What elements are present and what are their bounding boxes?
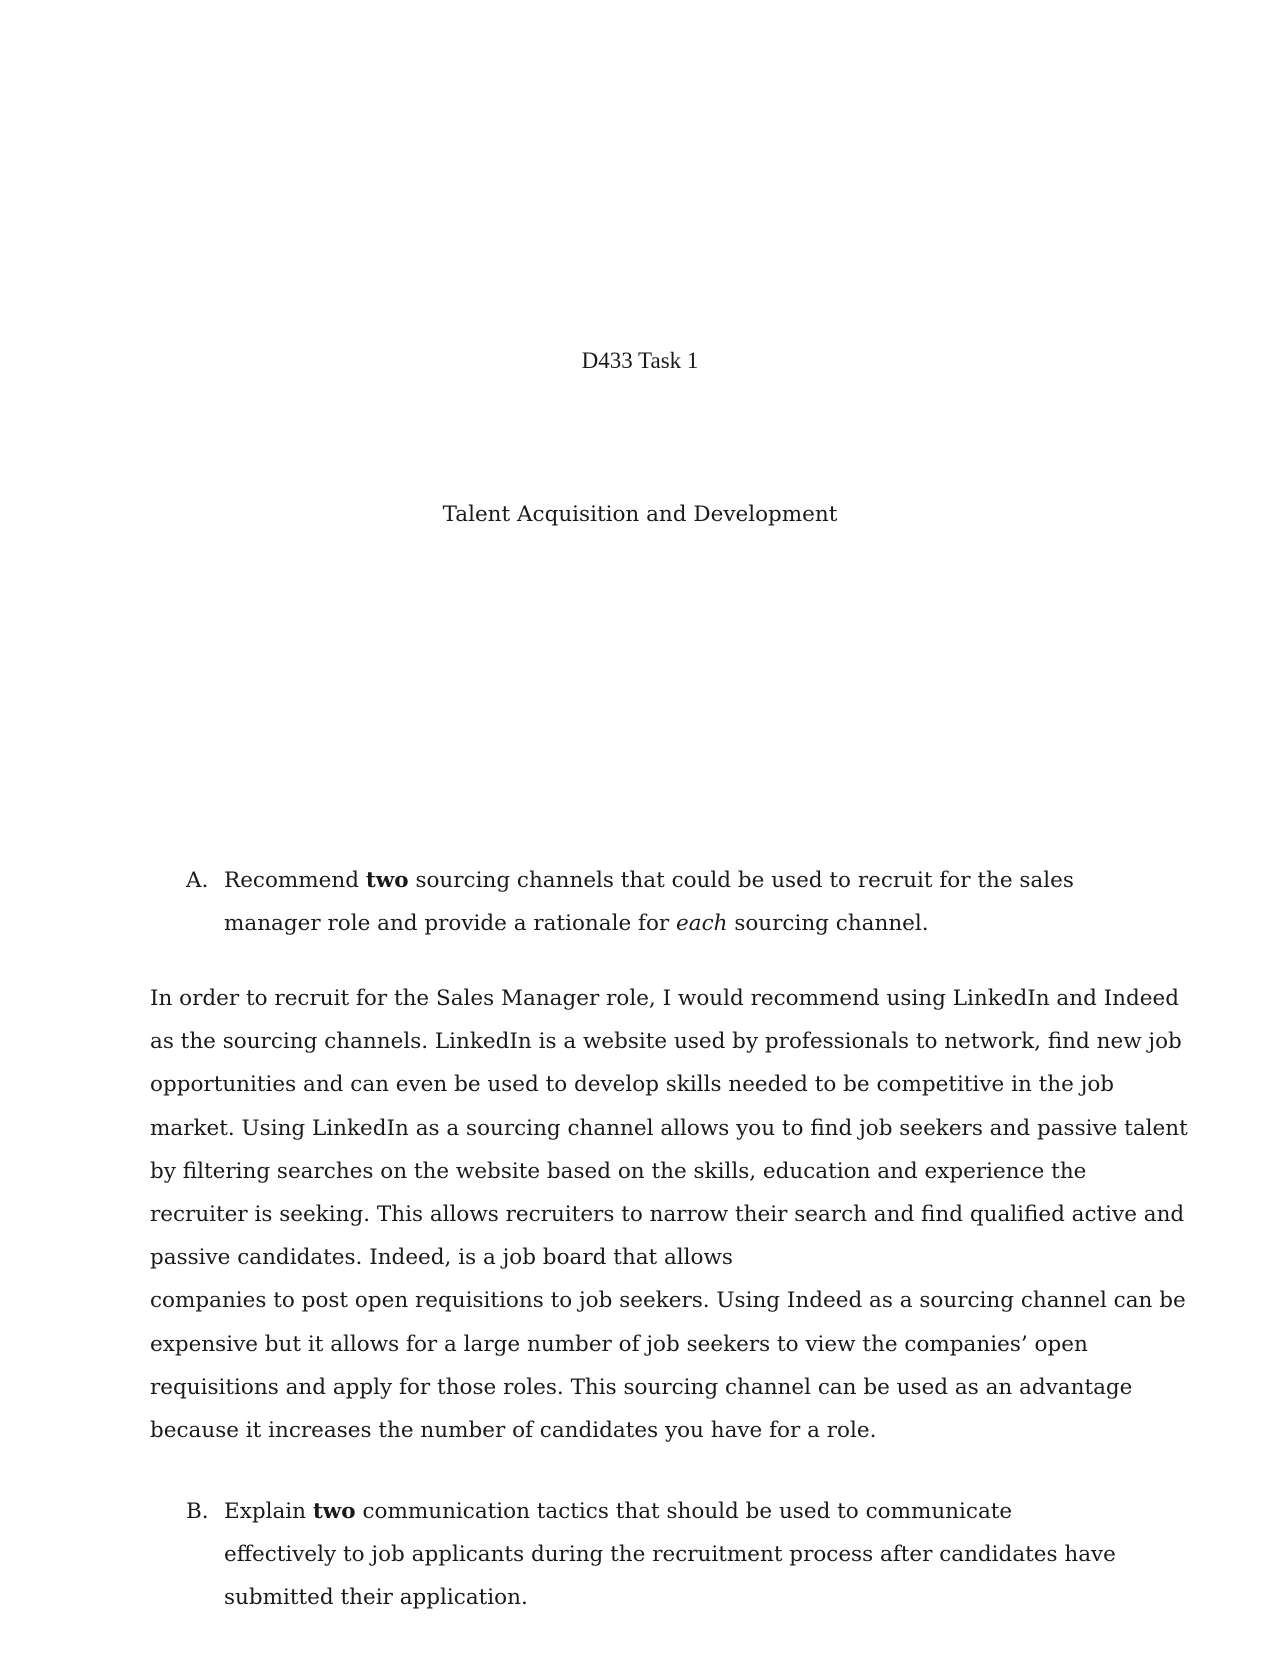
- answer-line: requisitions and apply for those roles. This sourcing channel can be used as an advantage: [150, 1374, 1133, 1400]
- question-b-text: Explain two communication tactics that should be used to communicate effectively to job applicants during the recruitment process after candidates have submitted their application.: [224, 1499, 1116, 1610]
- question-a: [186, 859, 1126, 945]
- answer-line: by filtering searches on the website based on the skills, education and experience the: [150, 1158, 1087, 1184]
- answer-line: passive candidates. Indeed, is a job board that allows: [150, 1245, 733, 1271]
- question-a-letter: A.: [186, 868, 209, 893]
- answer-line: opportunities and can even be used to develop skills needed to be competitive in the job: [150, 1072, 1115, 1098]
- answer-line: because it increases the number of candidates you have for a role.: [150, 1418, 877, 1444]
- answer-a-paragraph: [150, 977, 1188, 1452]
- document-title: D433 Task 1: [581, 348, 699, 373]
- question-a-text: Recommend two sourcing channels that could be used to recruit for the sales manager role and provide a rationale for each sourcing channel.: [224, 868, 1074, 936]
- answer-line: In order to recruit for the Sales Manager role, I would recommend using LinkedIn and Indeed: [150, 986, 1179, 1011]
- question-b-letter: B.: [186, 1499, 209, 1524]
- answer-line: market. Using LinkedIn as a sourcing channel allows you to find job seekers and passive talent: [150, 1115, 1188, 1141]
- answer-line: recruiter is seeking. This allows recruiters to narrow their search and find qualified active and: [150, 1202, 1185, 1228]
- question-a-italic: each: [676, 911, 728, 936]
- answer-line: expensive but it allows for a large number of job seekers to view the companies’ open: [150, 1331, 1088, 1357]
- question-a-emphasis: two: [365, 868, 409, 893]
- answer-line: companies to post open requisitions to job seekers. Using Indeed as a sourcing channel can be: [150, 1288, 1186, 1314]
- question-b-emphasis: two: [312, 1499, 356, 1524]
- answer-line: as the sourcing channels. LinkedIn is a website used by professionals to network, find new job: [150, 1029, 1182, 1055]
- question-b: [186, 1490, 1126, 1619]
- document-subtitle: Talent Acquisition and Development: [442, 502, 838, 527]
